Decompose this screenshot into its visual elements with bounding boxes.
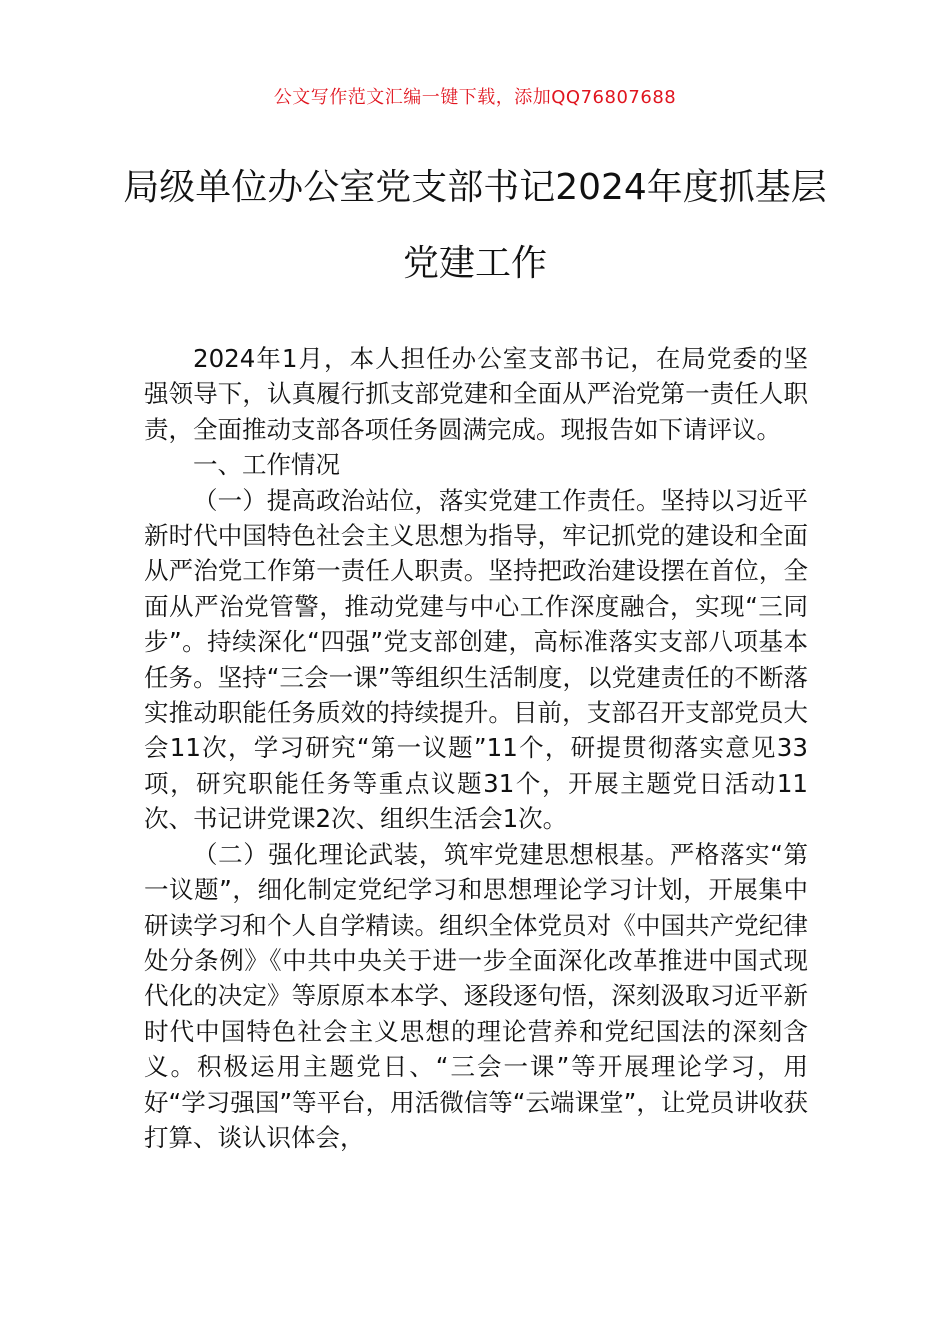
paragraph-item-1: （一）提高政治站位，落实党建工作责任。坚持以习近平新时代中国特色社会主义思想为指导，牢记抓党的建设和全面从严治党工作第一责任人职责。坚持把政治建设摆在首位，全面从严治党管警，推动党建与中心工作深度融合，实现“三同步”。持续深化“四强”党支部创建，高标准落实支部八项基本任务。坚持“三会一课”等组织生活制度，以党建责任的不断落实推动职能任务质效的持续提升。目前，支部召开支部党员大会11次，学习研究“第一议题”11个，研提贯彻落实意见33项，研究职能任务等重点议题31个，开展主题党日活动11次、书记讲党课2次、组织生活会1次。 bbox=[144, 485, 808, 834]
document-body bbox=[144, 341, 808, 1155]
paragraph-intro: 2024年1月，本人担任办公室支部书记，在局党委的坚强领导下，认真履行抓支部党建和全面从严治党第一责任人职责，全面推动支部各项任务圆满完成。现报告如下请评议。 bbox=[144, 344, 808, 444]
paragraph-item-2: （二）强化理论武装，筑牢党建思想根基。严格落实“第一议题”，细化制定党纪学习和思想理论学习计划，开展集中研读学习和个人自学精读。组织全体党员对《中国共产党纪律处分条例》《中共中央关于进一步全面深化改革推进中国式现代化的决定》等原原本本学、逐段逐句悟，深刻汲取习近平新时代中国特色社会主义思想的理论营养和党纪国法的深刻含义。积极运用主题党日、“三会一课”等开展理论学习，用好“学习强国”等平台，用活微信等“云端课堂”，让党员讲收获打算、谈认识体会， bbox=[144, 839, 808, 1152]
download-banner[interactable]: 公文写作范文汇编一键下载，添加QQ76807688 bbox=[273, 87, 677, 108]
document-title: 局级单位办公室党支部书记2024年度抓基层党建工作 bbox=[123, 167, 827, 284]
section-heading: 一、工作情况 bbox=[193, 450, 340, 480]
